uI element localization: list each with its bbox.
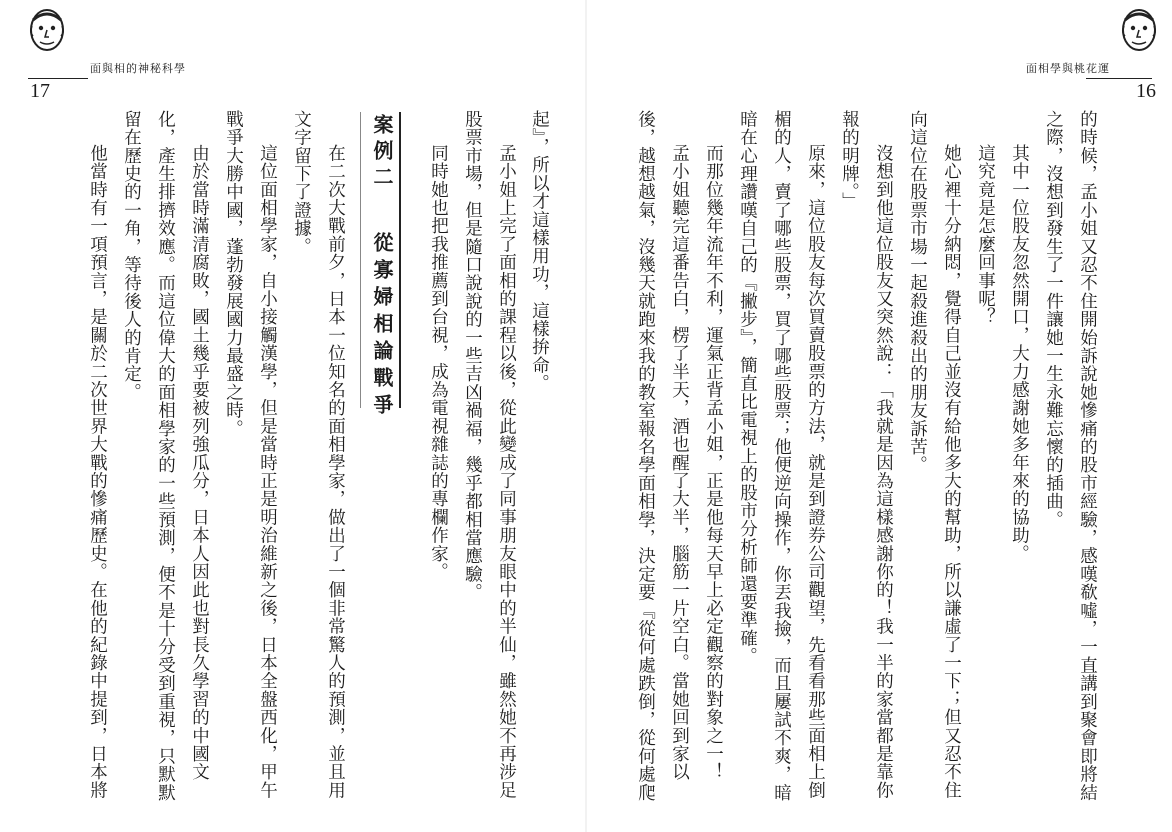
text-column: 原來，這位股友每次買賣股票的方法，就是到證券公司觀望，先看看那些面相上倒: [805, 144, 826, 800]
text-column: 由於當時滿清腐敗，國土幾乎要被列強瓜分，日本人因此也對長久學習的中國文: [189, 144, 210, 781]
text-column: 同時她也把我推薦到台視，成為電視雜誌的專欄作家。: [428, 144, 449, 581]
text-column: 文字留下了證據。: [291, 110, 312, 256]
section-title: 從寡婦相論戰爭: [370, 232, 394, 421]
text-column: 楣的人，賣了哪些股票，買了哪些股票；他便逆向操作，你丟我撿，而且屢試不爽，暗: [771, 110, 792, 802]
page-number: 17: [30, 80, 50, 102]
text-column: 這位面相學家，自小接觸漢學，但是當時正是明治維新之後，日本全盤西化，甲午: [257, 144, 278, 800]
running-title: 面與相的神秘科學: [90, 62, 186, 75]
text-column: 其中一位股友忽然開口，大力感謝她多年來的協助。: [1009, 144, 1030, 563]
text-column: 在二次大戰前夕，日本一位知名的面相學家，做出了一個非常驚人的預測，並且用: [325, 144, 346, 800]
text-column: 他當時有一項預言，是關於二次世界大戰的慘痛歷史。在他的紀錄中提到，日本將: [87, 144, 108, 800]
text-column: 而那位幾年流年不利，運氣正背孟小姐，正是他每天早上必定觀察的對象之一！: [703, 144, 724, 781]
text-column: 後，越想越氣，沒幾天就跑來我的教室報名學面相學，決定要『從何處跌倒，從何處爬: [635, 110, 656, 802]
text-column: 向這位在股票市場一起殺進殺出的朋友訴苦。: [907, 110, 928, 474]
face-portrait-icon: [24, 6, 70, 54]
header-rule: [28, 78, 88, 79]
text-column: 股票市場，但是隨口說說的一些吉凶禍福，幾乎都相當應驗。: [462, 110, 483, 602]
section-label: 案例二: [370, 114, 394, 192]
text-column: 留在歷史的一角，等待後人的肯定。: [121, 110, 142, 402]
text-column: 之際，沒想到發生了一件讓她一生永難忘懷的插曲。: [1043, 110, 1064, 529]
text-column: 化，產生排擠效應。而這位偉大的面相學家的一些預測，便不是十分受到重視，只默默: [155, 110, 176, 802]
text-column: 暗在心理讚嘆自己的『撇步』，簡直比電視上的股市分析師還要準確。: [737, 110, 758, 666]
text-column: 她心裡十分納悶，覺得自己並沒有給他多大的幫助，所以謙虛了一下；但又忍不住: [941, 144, 962, 800]
text-column: 起』，所以才這樣用功，這樣拚命。: [529, 110, 550, 393]
right-page: [586, 0, 1172, 832]
text-column: 孟小姐聽完這番告白，楞了半天，酒也醒了大半，腦筋一片空白。當她回到家以: [669, 144, 690, 781]
face-portrait-icon: [1116, 6, 1162, 54]
text-column: 報的明牌。」: [839, 110, 860, 211]
running-title: 面相學與桃花運: [1026, 62, 1110, 75]
text-column: 孟小姐上完了面相的課程以後，從此變成了同事朋友眼中的半仙，雖然她不再涉足: [496, 144, 517, 800]
text-column: 戰爭大勝中國，蓬勃發展國力最盛之時。: [223, 110, 244, 438]
page-number: 16: [1136, 80, 1156, 102]
text-column: 的時候，孟小姐又忍不住開始訴說她慘痛的股市經驗，感嘆欷噓，一直講到聚會即將結: [1077, 110, 1098, 802]
header-rule: [1086, 78, 1152, 79]
text-column: 沒想到他這位股友又突然說：「我就是因為這樣感謝你的！我一半的家當都是靠你: [873, 144, 894, 800]
text-column: 這究竟是怎麼回事呢？: [975, 144, 996, 326]
